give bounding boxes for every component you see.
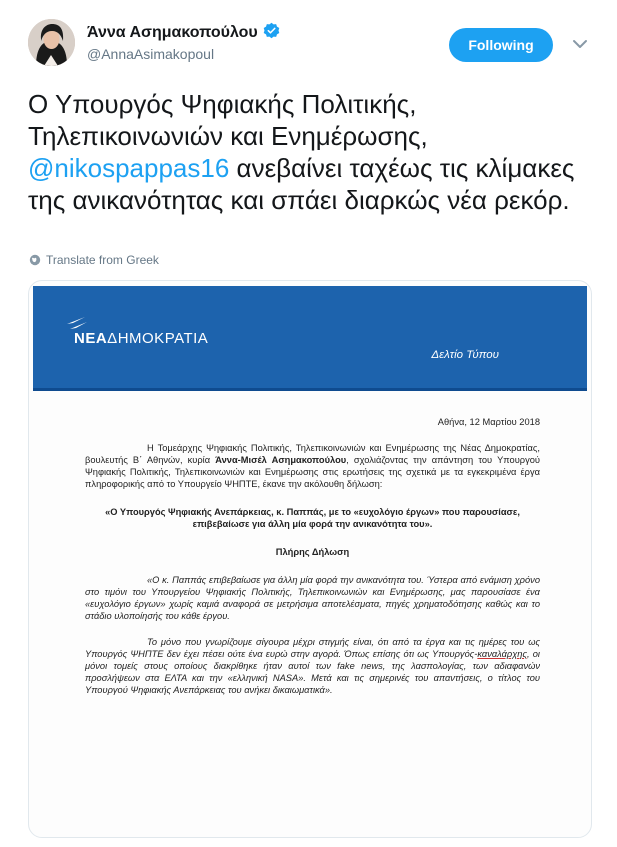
attached-image[interactable] bbox=[28, 280, 592, 838]
para-2-text-a: Το μόνο που γνωρίζουμε σίγουρα μέχρι στιγμής είναι, ότι από τα έργα και τις ημέρες του ως Υπουργός ΨΗΠΤΕ δεν έχει πέσει ούτε ένα ευρώ στην αγορά. Όπως επίσης ότι ως Υπουργός- bbox=[85, 637, 540, 659]
user-handle[interactable]: @AnnaAsimakopoul bbox=[87, 46, 215, 62]
mention-link[interactable]: @nikospappas16 bbox=[28, 153, 230, 183]
press-release-body bbox=[85, 416, 540, 696]
banner-stripe bbox=[33, 388, 587, 391]
press-release-date: Αθήνα, 12 Μαρτίου 2018 bbox=[437, 417, 540, 427]
logo-text-regular: ΔΗΜΟΚΡΑΤΙΑ bbox=[107, 330, 209, 347]
para-2-underlined: καναλάρχης bbox=[477, 649, 527, 659]
translate-label[interactable]: Translate from Greek bbox=[46, 253, 159, 267]
intro-text-2: , σχολιάζοντας την απάντηση του Υπουργού Ψηφιακής Πολιτικής, Τηλεπικοινωνιών και Ενημέρωσης στις ερωτήσεις της σχετικά με τα εγκεκριμένα έργα πληροφορικής από το Υπουργείο ΨΗΠΤΕ, έκανε την ακόλουθη δήλωση: bbox=[85, 455, 541, 489]
tweet-text bbox=[28, 88, 593, 216]
tweet-text-end: ανεβαίνει ταχέως τις κλίμακες της ανικανότητας και σπάει διαρκώς νέα ρεκόρ. bbox=[28, 153, 575, 215]
chevron-down-icon[interactable] bbox=[572, 38, 588, 50]
press-headline: «Ο Υπουργός Ψηφιακής Ανεπάρκειας, κ. Παππάς, με το «ευχολόγιο έργων» που παρουσίασε, επιβεβαίωσε για άλλη μία φορά την ανικανότητα του». bbox=[105, 507, 520, 529]
verified-badge-icon bbox=[263, 22, 280, 39]
nd-logo-text bbox=[74, 330, 208, 347]
tweet-text-start: Ο Υπουργός Ψηφιακής Πολιτικής, Τηλεπικοινωνιών και Ενημέρωσης, bbox=[28, 89, 428, 151]
press-release-label: Δελτίο Τύπου bbox=[431, 349, 499, 361]
following-button[interactable]: Following bbox=[449, 28, 553, 62]
intro-name: Άννα-Μισέλ Ασημακοπούλου bbox=[215, 455, 347, 465]
para-2-text-b: , οι μόνοι τομείς στους οποίους διακρίθηκε ήταν αυτοί των fake news, της λασπολογίας, των αδιαφανών προσλήψεων στα ΕΛΤΑ και την «ελληνική NASA». Μετά και τις σημερινές του απαντήσεις, ο τίτλος του Υπουργού Ψηφιακής Ανεπάρκειας του ανήκει δικαιωματικά». bbox=[85, 649, 540, 695]
intro-text-1: Η Τομεάρχης Ψηφιακής Πολιτικής, Τηλεπικοινωνιών και Ενημέρωσης της Νέας Δημοκρατίας, βουλευτής Β΄ Αθηνών, κυρία bbox=[85, 443, 540, 465]
globe-icon bbox=[29, 254, 41, 266]
display-name-text[interactable]: Άννα Ασημακοπούλου bbox=[87, 24, 258, 41]
avatar[interactable] bbox=[28, 19, 75, 66]
statement-paragraph-2 bbox=[85, 636, 540, 696]
statement-paragraph-1: «Ο κ. Παππάς επιβεβαίωσε για άλλη μία φορά την ανικανότητα του. Ύστερα από ενάμιση χρόνο στο τιμόνι του Υπουργείου Ψηφιακής Πολιτικής, Τηλεπικοινωνιών και Ενημέρωσης, μας παρουσίασε ένα «ευχολόγιο έργων» χωρίς καμιά αναφορά σε μετρήσιμα αποτελέσματα, πηγές χρηματοδότησης καθώς και το στάδιο υλοποίησής του κάθε έργου. bbox=[85, 575, 540, 621]
statement-title: Πλήρης Δήλωση bbox=[275, 547, 350, 557]
logo-text-bold: ΝΕΑ bbox=[74, 330, 108, 347]
avatar-photo bbox=[28, 19, 75, 66]
display-name[interactable] bbox=[87, 22, 280, 42]
intro-paragraph bbox=[85, 442, 540, 490]
translate-link[interactable] bbox=[29, 253, 159, 267]
